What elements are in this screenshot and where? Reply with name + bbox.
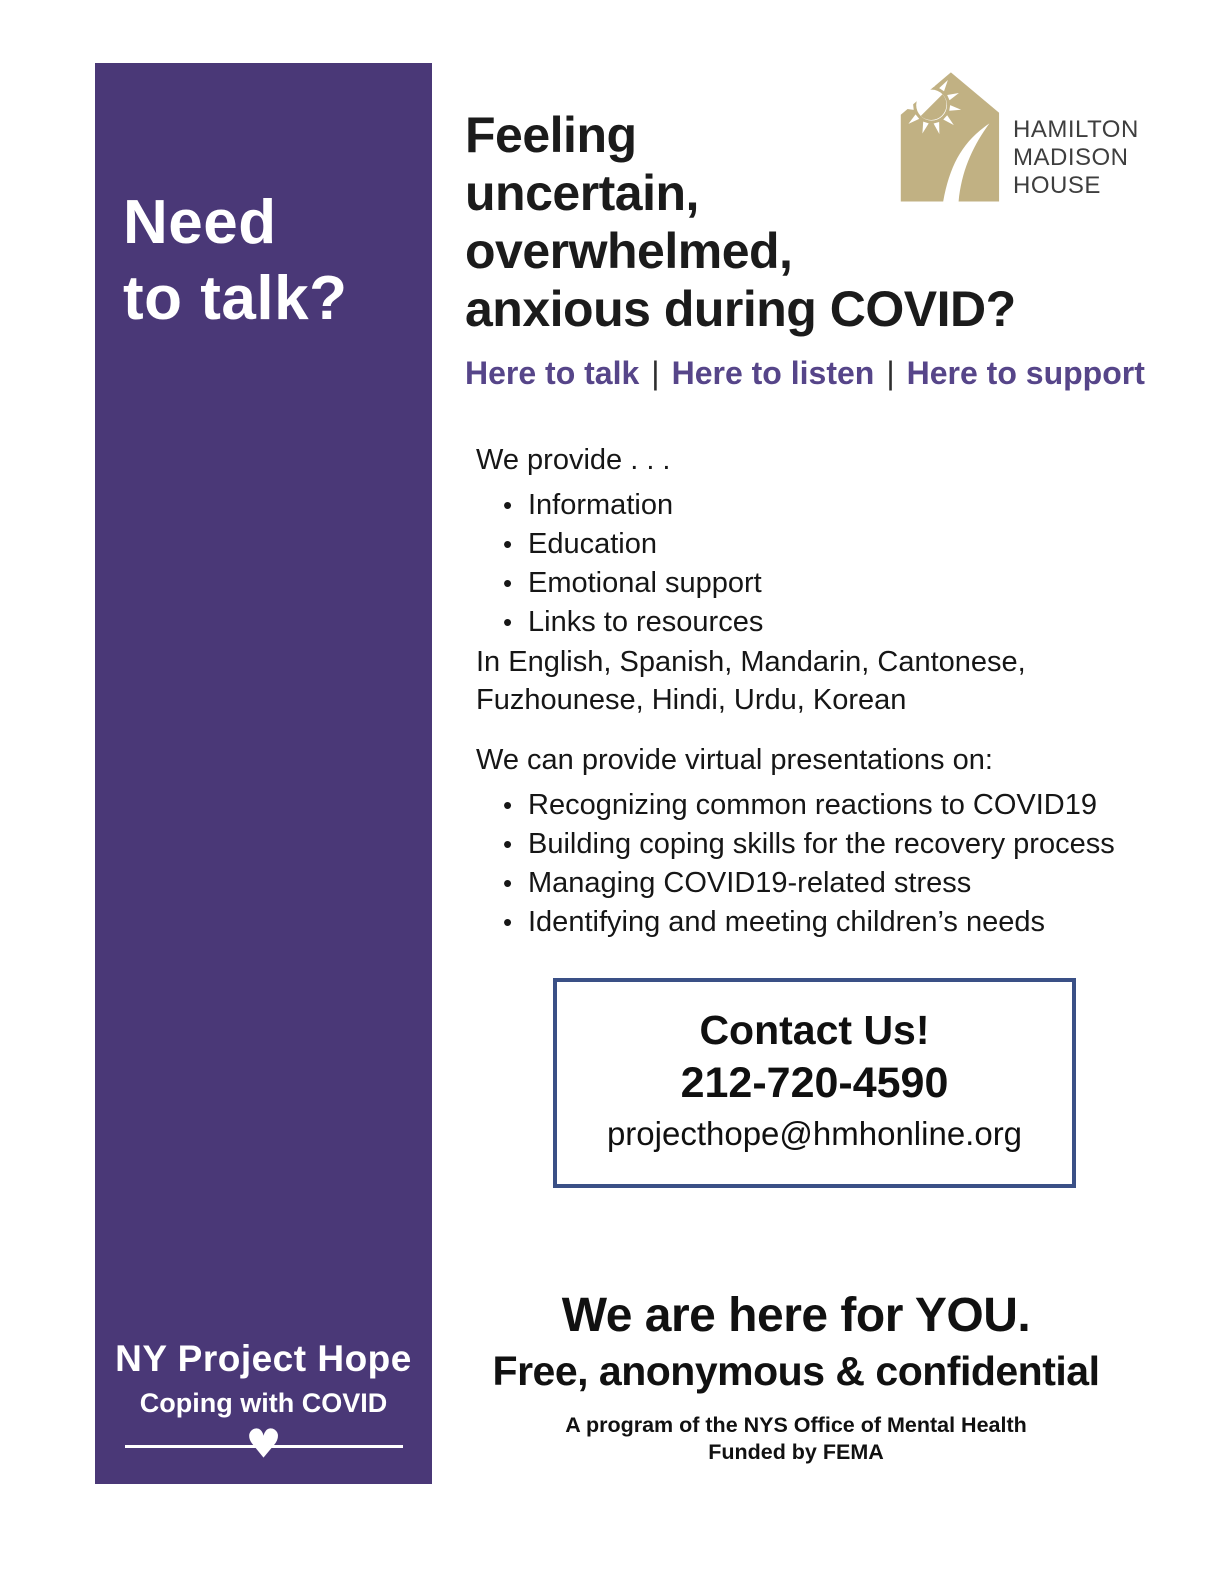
footer [460, 1288, 1132, 1466]
services-list [476, 486, 1154, 642]
ny-project-hope-title: NY Project Hope [115, 1338, 412, 1379]
presentations-list [476, 786, 1154, 942]
bullet-icon: • [503, 907, 513, 937]
sidebar [95, 63, 432, 1484]
list-item: • Managing COVID19-related stress [476, 864, 1154, 903]
contact-box [553, 978, 1076, 1188]
list-item: • Emotional support [476, 564, 1154, 603]
headline-line1: Feeling [465, 107, 637, 163]
footer-funding-line: Funded by FEMA [708, 1440, 884, 1464]
services-section [476, 441, 1154, 719]
bullet-icon: • [503, 829, 513, 859]
pipe-separator: | [651, 355, 660, 391]
bullet-icon: • [503, 868, 513, 898]
pipe-separator: | [886, 355, 895, 391]
headline-line4: anxious during COVID? [465, 281, 1016, 337]
main-headline [465, 106, 1016, 338]
need-to-talk-line2: to talk? [123, 263, 348, 333]
need-to-talk-line1: Need [123, 188, 277, 257]
contact-email: projecthope@hmhonline.org [606, 1115, 1023, 1152]
ny-project-hope-subtitle: Coping with COVID [139, 1388, 388, 1418]
list-item: • Identifying and meeting children’s needs [476, 903, 1154, 942]
list-item: • Links to resources [476, 603, 1154, 642]
bullet-icon: • [503, 790, 513, 820]
footer-subheadline: Free, anonymous & confidential [492, 1348, 1100, 1394]
bullet-icon: • [503, 490, 513, 520]
bullet-icon: • [503, 607, 513, 637]
heart-icon: ♥ [245, 1421, 282, 1468]
contact-phone: 212-720-4590 [680, 1059, 949, 1107]
presentations-section [476, 741, 1154, 942]
heart-divider [125, 1421, 403, 1468]
bullet-icon: • [503, 568, 513, 598]
presentations-intro: We can provide virtual presentations on: [476, 744, 993, 776]
ny-project-hope-logo [95, 1338, 432, 1467]
list-item: • Education [476, 525, 1154, 564]
footer-program-line: A program of the NYS Office of Mental Health [565, 1413, 1027, 1437]
tagline-part3: Here to support [906, 355, 1145, 391]
bullet-icon: • [503, 529, 513, 559]
footer-headline: We are here for YOU. [561, 1289, 1031, 1342]
tagline [465, 355, 1145, 392]
list-item: • Building coping skills for the recovery process [476, 825, 1154, 864]
services-intro: We provide . . . [476, 444, 671, 476]
list-item: • Recognizing common reactions to COVID19 [476, 786, 1154, 825]
headline-line3: overwhelmed, [465, 223, 793, 279]
hamilton-madison-house-wordmark: HAMILTON MADISON HOUSE [1013, 116, 1139, 199]
tagline-part1: Here to talk [465, 355, 640, 391]
tagline-part2: Here to listen [671, 355, 875, 391]
languages-text: In English, Spanish, Mandarin, Cantonese, Fuzhounese, Hindi, Urdu, Korean [476, 646, 1026, 716]
need-to-talk-title [123, 185, 347, 336]
headline-line2: uncertain, [465, 165, 699, 221]
list-item: • Information [476, 486, 1154, 525]
contact-heading: Contact Us! [699, 1007, 930, 1053]
